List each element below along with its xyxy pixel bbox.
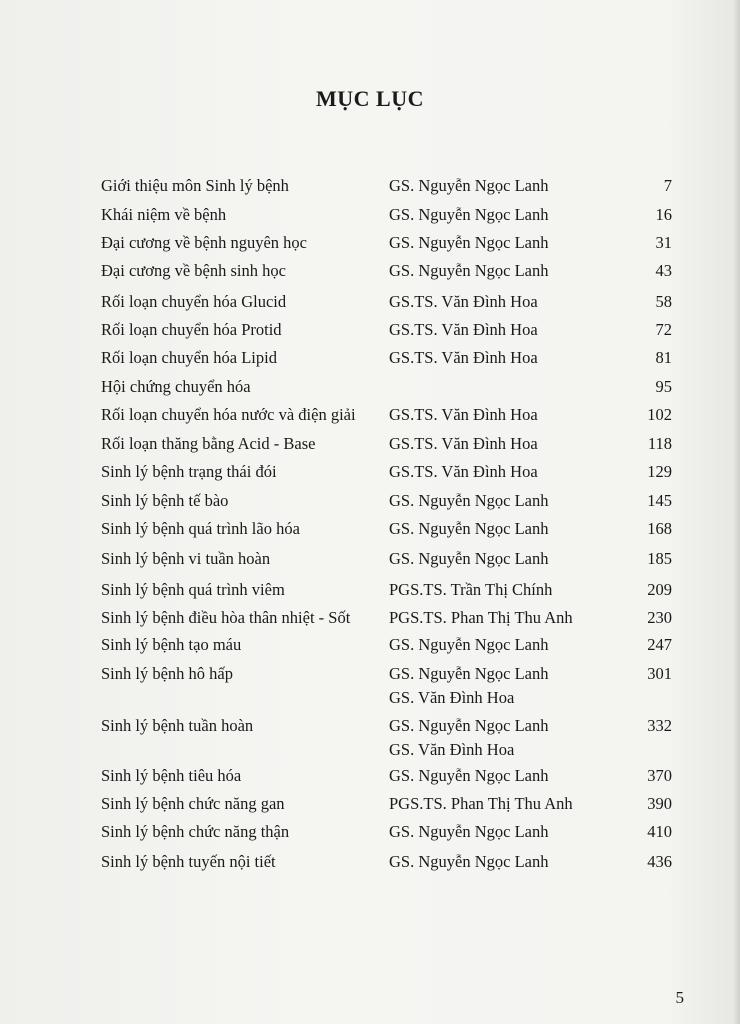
toc-entry-topic: Đại cương về bệnh sinh học <box>101 261 286 280</box>
toc-entry-topic: Giới thiệu môn Sinh lý bệnh <box>101 176 289 195</box>
toc-entry <box>0 434 740 464</box>
toc-entry-author: GS. Nguyễn Ngọc Lanh <box>389 635 549 654</box>
toc-entry <box>0 766 740 796</box>
toc-entry-author: GS.TS. Văn Đình Hoa <box>389 348 538 367</box>
toc-entry-topic: Khái niệm về bệnh <box>101 205 227 224</box>
toc-entry-page: 410 <box>647 822 672 841</box>
toc-entry <box>0 261 740 291</box>
toc-entry-author: GS.TS. Văn Đình Hoa <box>389 292 538 311</box>
toc-entry-author: GS. Nguyễn Ngọc Lanh <box>389 716 549 735</box>
toc-entry-topic: Sinh lý bệnh hô hấp <box>101 664 233 683</box>
toc-entry-coauthor: GS. Văn Đình Hoa <box>389 688 515 707</box>
toc-entry-page: 43 <box>655 261 672 280</box>
toc-entry-author: GS. Nguyễn Ngọc Lanh <box>389 176 549 195</box>
toc-entry-topic: Rối loạn thăng bằng Acid - Base <box>101 434 316 453</box>
toc-entry <box>0 233 740 263</box>
toc-entry-author: PGS.TS. Phan Thị Thu Anh <box>389 608 573 627</box>
toc-entry <box>0 716 740 759</box>
toc-entry-topic: Sinh lý bệnh tế bào <box>101 491 229 510</box>
toc-entry-author: GS.TS. Văn Đình Hoa <box>389 320 538 339</box>
toc-entry-page: 16 <box>655 205 672 224</box>
toc-entry-topic: Rối loạn chuyển hóa Lipid <box>101 348 277 367</box>
toc-entry-page: 31 <box>655 233 672 252</box>
toc-entry-topic: Sinh lý bệnh điều hòa thân nhiệt - Sốt <box>101 608 351 627</box>
toc-entry <box>0 519 740 549</box>
toc-entry-author: GS. Nguyễn Ngọc Lanh <box>389 261 549 280</box>
toc-entry <box>0 462 740 492</box>
toc-entry-page: 168 <box>647 519 672 538</box>
toc-entry-topic: Đại cương về bệnh nguyên học <box>101 233 307 252</box>
toc-entry-page: 185 <box>647 549 672 568</box>
toc-entry-author: GS. Nguyễn Ngọc Lanh <box>389 491 549 510</box>
toc-entry-coauthor: GS. Văn Đình Hoa <box>389 740 515 759</box>
page-number: 5 <box>675 988 684 1007</box>
toc-entry-page: 129 <box>647 462 672 481</box>
toc-entry <box>0 491 740 521</box>
toc-entry <box>0 580 740 610</box>
toc-entry-topic: Sinh lý bệnh tiêu hóa <box>101 766 242 785</box>
toc-entry-page: 332 <box>647 716 672 735</box>
toc-entry <box>0 377 740 407</box>
page-title: MỤC LỤC <box>316 86 424 111</box>
toc-entry-topic: Sinh lý bệnh trạng thái đói <box>101 462 277 481</box>
toc-entry-page: 390 <box>647 794 672 813</box>
toc-entry <box>0 405 740 435</box>
toc-entry-topic: Sinh lý bệnh chức năng gan <box>101 794 285 813</box>
toc-entry-page: 370 <box>647 766 672 785</box>
toc-entry-topic: Sinh lý bệnh tuyến nội tiết <box>101 852 276 871</box>
toc-entry-topic: Sinh lý bệnh quá trình viêm <box>101 580 285 599</box>
toc-entry-topic: Rối loạn chuyển hóa Glucid <box>101 292 287 311</box>
toc-entry-author: GS.TS. Văn Đình Hoa <box>389 462 538 481</box>
toc-entry-topic: Sinh lý bệnh tuần hoàn <box>101 716 254 735</box>
toc-entry-page: 209 <box>647 580 672 599</box>
toc-entry-page: 95 <box>655 377 672 396</box>
toc-entry-page: 230 <box>647 608 672 627</box>
toc-entry <box>0 176 740 206</box>
toc-entry <box>0 794 740 824</box>
toc-entry-page: 301 <box>647 664 672 683</box>
toc-entry-author: GS. Nguyễn Ngọc Lanh <box>389 205 549 224</box>
toc-entry <box>0 320 740 350</box>
toc-entry <box>0 635 740 665</box>
toc-entry-page: 72 <box>655 320 672 339</box>
toc-entry-author: PGS.TS. Trần Thị Chính <box>389 580 553 599</box>
toc-entry <box>0 292 740 322</box>
toc-entry <box>0 608 740 638</box>
toc-entry-author: GS.TS. Văn Đình Hoa <box>389 405 538 424</box>
toc-entry-topic: Sinh lý bệnh chức năng thận <box>101 822 290 841</box>
toc-entry-author: GS. Nguyễn Ngọc Lanh <box>389 852 549 871</box>
toc-entry-page: 102 <box>647 405 672 424</box>
toc-entry-author: GS. Nguyễn Ngọc Lanh <box>389 519 549 538</box>
toc-entry <box>0 205 740 235</box>
toc-entry-topic: Sinh lý bệnh tạo máu <box>101 635 242 654</box>
toc-entry-author: GS.TS. Văn Đình Hoa <box>389 434 538 453</box>
toc-entry-author: GS. Nguyễn Ngọc Lanh <box>389 766 549 785</box>
toc-entry-author: GS. Nguyễn Ngọc Lanh <box>389 233 549 252</box>
toc-entry-author: GS. Nguyễn Ngọc Lanh <box>389 822 549 841</box>
toc-entry-topic: Sinh lý bệnh vi tuần hoàn <box>101 549 271 568</box>
toc-entry-page: 436 <box>647 852 672 871</box>
toc-entry-page: 145 <box>647 491 672 510</box>
toc-entry-page: 7 <box>663 176 672 195</box>
toc-entry-topic: Hội chứng chuyển hóa <box>101 377 251 396</box>
toc-entry-author: GS. Nguyễn Ngọc Lanh <box>389 549 549 568</box>
toc-entry <box>0 822 740 852</box>
toc-entry-page: 247 <box>647 635 672 654</box>
toc-entry-page: 118 <box>647 434 672 453</box>
toc-entry <box>0 549 740 579</box>
toc-entry-topic: Rối loạn chuyển hóa Protid <box>101 320 282 339</box>
toc-entry <box>0 348 740 378</box>
toc-entry <box>0 664 740 707</box>
toc-entry-page: 58 <box>655 292 672 311</box>
toc-entry <box>0 852 740 882</box>
toc-entry-page: 81 <box>655 348 672 367</box>
toc-entry-author: PGS.TS. Phan Thị Thu Anh <box>389 794 573 813</box>
toc-entry-topic: Sinh lý bệnh quá trình lão hóa <box>101 519 300 538</box>
toc-entry-author: GS. Nguyễn Ngọc Lanh <box>389 664 549 683</box>
toc-entry-topic: Rối loạn chuyển hóa nước và điện giải <box>101 405 356 424</box>
